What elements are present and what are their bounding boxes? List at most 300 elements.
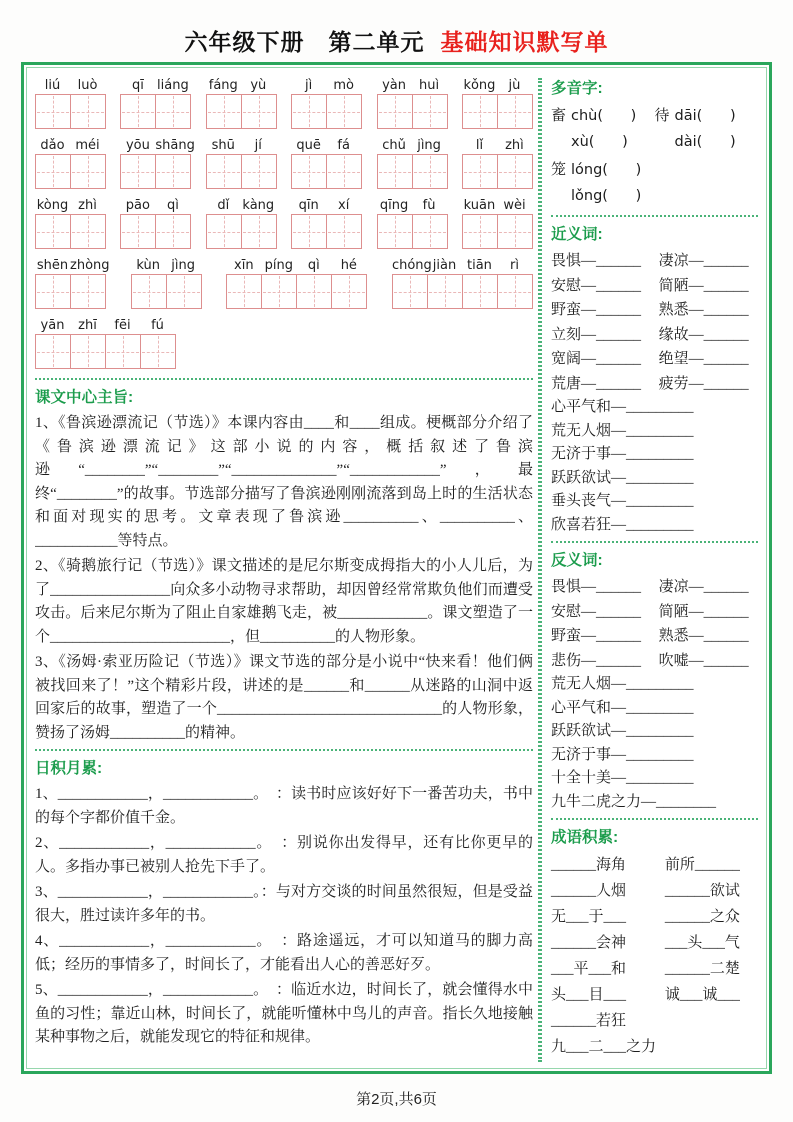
worksheet-frame: [21, 62, 772, 1074]
antonym-blank: 吹嘘—______: [658, 652, 749, 669]
polyphone-readings: [571, 103, 636, 155]
antonym-pair-row: [551, 649, 758, 674]
section-divider: [551, 215, 758, 217]
tianzige-cell: [156, 154, 191, 189]
tianzige-cell: [262, 274, 297, 309]
writing-grid: [462, 154, 533, 189]
writing-grid: [226, 274, 367, 309]
idiom-blank: 无___于___: [551, 909, 627, 925]
tianzige-cell: [297, 274, 332, 309]
tianzige-cell: [141, 334, 176, 369]
polyphone-group: [551, 103, 655, 155]
tianzige-cell: [377, 154, 413, 189]
section-idioms: [551, 827, 758, 1060]
section-header-antonyms: 反义词:: [551, 552, 603, 569]
word-item: [120, 78, 191, 129]
tianzige-cell: [156, 94, 191, 129]
word-item: [206, 198, 277, 249]
pinyin-labels: [377, 78, 448, 93]
writing-grid: [392, 274, 533, 309]
pinyin-syllable: píng: [264, 258, 293, 273]
pinyin-syllable: qì: [307, 258, 320, 273]
section-divider: [551, 818, 758, 820]
antonym-blank: 无济于事—_________: [551, 746, 694, 763]
pinyin-syllable: quē: [296, 138, 321, 153]
writing-grid: [35, 334, 176, 369]
pinyin-syllable: yōu: [125, 138, 150, 153]
tianzige-cell: [413, 154, 448, 189]
section-antonyms: [551, 550, 758, 814]
idiom-blank: 头___目___: [551, 987, 627, 1003]
synonym-blank: 畏惧—______: [551, 253, 642, 269]
pinyin-syllable: liáng: [157, 78, 189, 93]
writing-grid: [35, 94, 106, 129]
writing-grid: [377, 94, 448, 129]
synonym-blank: 简陋—______: [658, 277, 749, 294]
pinyin-syllable: rì: [509, 258, 519, 273]
section-header-synonyms: 近义词:: [551, 226, 603, 243]
antonym-blank: 荒无人烟—_________: [551, 676, 694, 692]
word-item: [120, 138, 195, 189]
polyphone-group: [655, 103, 759, 155]
tianzige-cell: [106, 334, 141, 369]
synonym-long-items: [551, 396, 758, 537]
pinyin-syllable: méi: [75, 138, 100, 153]
pinyin-syllable: chǔ: [382, 138, 406, 153]
antonym-pair-row: [551, 575, 758, 600]
antonym-blank: 十全十美—_________: [551, 770, 694, 786]
section-divider: [551, 541, 758, 543]
pinyin-syllable: yàn: [382, 78, 407, 93]
synonym-pair-row: [551, 249, 758, 274]
word-item: [462, 78, 533, 129]
pinyin-labels: [206, 138, 277, 153]
writing-grid: [35, 154, 106, 189]
idiom-blank: ______海角: [551, 857, 627, 873]
footer-page-number: 第2页,共6页: [356, 1091, 437, 1108]
pinyin-syllable: qīng: [379, 198, 409, 213]
polyphone-readings: [675, 103, 736, 155]
polyphone-reading-blank: lǒng( ): [571, 188, 642, 204]
tianzige-cell: [35, 334, 71, 369]
pinyin-labels: [377, 198, 448, 213]
pinyin-labels: [206, 78, 277, 93]
pinyin-syllable: fú: [151, 318, 164, 333]
pinyin-labels: [462, 78, 533, 93]
antonym-blank: 跃跃欲试—_________: [551, 723, 694, 739]
writing-grid: [291, 214, 362, 249]
polyphone-reading-blank: dāi( ): [674, 108, 736, 124]
section-header-main-idea: 课文中心主旨:: [35, 389, 134, 406]
tianzige-cell: [413, 214, 448, 249]
antonym-blank: 九牛二虎之力—________: [551, 793, 717, 810]
main-idea-paragraphs: [35, 412, 533, 745]
pinyin-syllable: kǒng: [463, 78, 496, 93]
synonym-pair-row: [551, 372, 758, 397]
section-header-idioms: 成语积累:: [551, 829, 619, 846]
word-item: [35, 78, 106, 129]
idiom-blank: ______二楚: [664, 961, 740, 977]
pinyin-labels: [291, 198, 362, 213]
antonym-blank: 简陋—______: [658, 603, 749, 620]
writing-grid: [131, 274, 202, 309]
idiom-blank: 诚___诚___: [664, 987, 740, 1003]
pinyin-syllable: qī: [131, 78, 144, 93]
tianzige-cell: [131, 274, 167, 309]
tianzige-cell: [35, 274, 71, 309]
antonym-blank: 安慰—______: [551, 603, 642, 620]
pinyin-syllable: fēi: [114, 318, 131, 333]
pinyin-syllable: qīn: [298, 198, 319, 213]
pinyin-syllable: jí: [254, 138, 262, 153]
antonym-blank: 畏惧—______: [551, 579, 642, 595]
tianzige-cell: [327, 154, 362, 189]
tianzige-cell: [120, 154, 156, 189]
section-divider: [35, 749, 533, 751]
synonym-blank: 绝望—______: [658, 351, 749, 367]
pinyin-syllable: zhì: [78, 198, 97, 213]
tianzige-cell: [242, 154, 277, 189]
pinyin-syllable: jìng: [171, 258, 196, 273]
pinyin-syllable: kuān: [463, 198, 496, 213]
idiom-blank: [665, 1034, 758, 1060]
pinyin-labels: [226, 258, 367, 273]
tianzige-cell: [377, 214, 413, 249]
pinyin-syllable: huì: [419, 78, 440, 93]
pinyin-syllable: zhī: [78, 318, 97, 333]
polyphone-reading-blank: xù( ): [571, 134, 628, 150]
pinyin-labels: [120, 78, 191, 93]
word-item: [377, 198, 448, 249]
tianzige-cell: [291, 154, 327, 189]
idiom-blank: 前所______: [664, 857, 740, 873]
synonym-pair-row: [551, 323, 758, 348]
worksheet-frame-inner: [26, 67, 767, 1069]
polyphone-reading-blank: chù( ): [571, 108, 637, 124]
polyphone-group: [551, 157, 655, 209]
pinyin-syllable: qì: [166, 198, 179, 213]
pinyin-syllable: zhòng: [70, 258, 110, 273]
section-divider: [35, 378, 533, 380]
pinyin-syllable: shāng: [155, 138, 195, 153]
section-header-daily-accumulation: 日积月累:: [35, 760, 103, 777]
tianzige-cell: [206, 214, 242, 249]
section-header-polyphones: 多音字:: [551, 80, 603, 97]
word-item: [206, 138, 277, 189]
idiom-blank: 九___二___之力: [551, 1039, 657, 1055]
pinyin-row: [35, 138, 533, 189]
tianzige-cell: [35, 94, 71, 129]
synonym-blank: 立刻—______: [551, 326, 642, 343]
synonym-blank: 荒无人烟—_________: [551, 422, 694, 439]
tianzige-cell: [242, 214, 277, 249]
writing-grid: [206, 94, 277, 129]
synonym-blank: 荒唐—______: [551, 375, 642, 392]
antonym-blank: 野蛮—______: [551, 628, 642, 644]
tianzige-cell: [242, 94, 277, 129]
word-item: [35, 198, 106, 249]
pinyin-labels: [35, 78, 106, 93]
pinyin-syllable: dǐ: [217, 198, 230, 213]
antonym-pair-row: [551, 600, 758, 625]
synonym-pairs: [551, 249, 758, 396]
writing-grid: [35, 214, 106, 249]
idiom-row: [551, 930, 758, 956]
tianzige-cell: [226, 274, 262, 309]
daily-accumulation-items: [35, 783, 533, 1050]
polyphone-reading-blank: lóng( ): [571, 162, 642, 178]
pinyin-syllable: xí: [338, 198, 350, 213]
fill-in-item: 3、____________，____________。：与对方交谈的时间虽然很短，但是受益很大，胜过读许多年的书。: [35, 884, 533, 924]
pinyin-syllable: tiān: [467, 258, 492, 273]
tianzige-cell: [291, 94, 327, 129]
pinyin-syllable: zhì: [505, 138, 524, 153]
pinyin-syllable: jìng: [417, 138, 441, 153]
tianzige-cell: [327, 214, 362, 249]
tianzige-cell: [428, 274, 463, 309]
pinyin-word-grid: [35, 78, 533, 369]
tianzige-cell: [71, 274, 106, 309]
tianzige-cell: [167, 274, 202, 309]
section-main-idea: [35, 387, 533, 745]
writing-grid: [291, 154, 362, 189]
synonym-blank: 安慰—______: [551, 277, 642, 294]
idiom-row: [551, 852, 758, 878]
idiom-row: [551, 904, 758, 930]
idiom-blank: ______会神: [551, 935, 627, 951]
left-column: [35, 78, 540, 1062]
writing-grid: [206, 214, 277, 249]
writing-grid: [291, 94, 362, 129]
idiom-row: [551, 1008, 758, 1034]
synonym-blank: 缘故—______: [658, 326, 749, 343]
tianzige-cell: [498, 214, 533, 249]
pinyin-syllable: yù: [250, 78, 267, 93]
pinyin-row: [35, 198, 533, 249]
fill-in-paragraph: 1、《鲁滨逊漂流记（节选）》本课内容由____和____组成。梗概部分介绍了《鲁滨逊漂流记》这部小说的内容，概括叙述了鲁滨逊“________”“________”“______________”“____________”，最终“________”的故事。节选部分描写了鲁滨逊刚刚流落到岛上时的生活状态和面对现实的思考。文章表现了鲁滨逊__________、__________、___________等特点。: [35, 415, 533, 549]
antonym-long-items: [551, 673, 758, 814]
pinyin-labels: [291, 78, 362, 93]
pinyin-syllable: wèi: [503, 198, 526, 213]
pinyin-syllable: kòng: [36, 198, 69, 213]
pinyin-syllable: chóng: [391, 258, 432, 273]
synonym-blank: 疲劳—______: [658, 375, 749, 392]
section-daily-accumulation: [35, 758, 533, 1050]
word-item: [206, 78, 277, 129]
tianzige-cell: [156, 214, 191, 249]
unit-title-text: 六年级下册 第二单元: [184, 29, 425, 55]
section-polyphones: [551, 78, 758, 211]
tianzige-cell: [120, 214, 156, 249]
writing-grid: [120, 94, 191, 129]
pinyin-syllable: luò: [77, 78, 98, 93]
pinyin-syllable: pāo: [125, 198, 150, 213]
idiom-blank: ______人烟: [551, 883, 627, 899]
writing-grid: [377, 214, 448, 249]
writing-grid: [462, 94, 533, 129]
synonym-blank: 欣喜若狂—_________: [551, 516, 694, 533]
pinyin-labels: [206, 198, 277, 213]
pinyin-labels: [131, 258, 202, 273]
idiom-blank: ___头___气: [664, 935, 740, 951]
tianzige-cell: [206, 154, 242, 189]
synonym-blank: 凄凉—______: [658, 253, 749, 269]
pinyin-labels: [35, 198, 106, 213]
pinyin-labels: [377, 138, 448, 153]
word-item: [291, 138, 362, 189]
polyphone-character: 笼: [551, 162, 567, 178]
tianzige-cell: [291, 214, 327, 249]
idiom-blank: [665, 1008, 758, 1034]
page-title: [0, 0, 793, 57]
tianzige-cell: [392, 274, 428, 309]
right-column: [540, 78, 761, 1062]
synonym-pair-row: [551, 274, 758, 299]
polyphone-readings: [571, 157, 641, 209]
pinyin-labels: [120, 138, 195, 153]
word-item: [291, 78, 362, 129]
pinyin-syllable: xīn: [234, 258, 254, 273]
word-item: [226, 258, 367, 309]
pinyin-syllable: dǎo: [40, 138, 65, 153]
pinyin-labels: [392, 258, 533, 273]
pinyin-syllable: yān: [40, 318, 65, 333]
word-item: [291, 198, 362, 249]
word-item: [35, 138, 106, 189]
synonym-pair-row: [551, 347, 758, 372]
tianzige-cell: [327, 94, 362, 129]
word-item: [392, 258, 533, 309]
word-item: [462, 198, 533, 249]
polyphone-character: 畜: [551, 108, 567, 124]
pinyin-syllable: fá: [337, 138, 350, 153]
synonym-blank: 垂头丧气—_________: [551, 493, 694, 509]
section-synonyms: [551, 224, 758, 537]
writing-grid: [206, 154, 277, 189]
pinyin-syllable: hé: [340, 258, 357, 273]
tianzige-cell: [332, 274, 367, 309]
pinyin-syllable: jì: [305, 78, 313, 93]
fill-in-item: 5、____________，____________。 ：临近水边，时间长了，就会懂得水中鱼的习性；靠近山林，时间长了，就能听懂林中鸟儿的声音。指长久地接触某种事物之后，就能发现它的特征和规律。: [35, 982, 533, 1045]
tianzige-cell: [71, 214, 106, 249]
pinyin-syllable: jù: [508, 78, 521, 93]
idiom-blank: ______若狂: [551, 1013, 627, 1029]
pinyin-labels: [291, 138, 362, 153]
pinyin-labels: [120, 198, 191, 213]
tianzige-cell: [71, 154, 106, 189]
pinyin-labels: [35, 138, 106, 153]
fill-in-item: 2、____________，____________。 ：别说你出发得早，还有比你更早的人。多指办事已被别人抢先下手了。: [35, 835, 533, 875]
pinyin-syllable: jiàn: [432, 258, 457, 273]
antonym-blank: 悲伤—______: [551, 652, 642, 669]
synonym-blank: 跃跃欲试—_________: [551, 469, 694, 486]
pinyin-syllable: fáng: [208, 78, 238, 93]
idiom-row: [551, 956, 758, 982]
word-item: [35, 318, 176, 369]
word-item: [377, 138, 448, 189]
word-item: [131, 258, 202, 309]
antonym-blank: 熟悉—______: [658, 628, 749, 644]
pinyin-syllable: kùn: [136, 258, 160, 273]
tianzige-cell: [462, 154, 498, 189]
pinyin-syllable: shēn: [36, 258, 69, 273]
tianzige-cell: [463, 274, 498, 309]
pinyin-labels: [35, 258, 110, 273]
synonym-pair-row: [551, 298, 758, 323]
antonym-pair-row: [551, 624, 758, 649]
tianzige-cell: [377, 94, 413, 129]
pinyin-syllable: shū: [211, 138, 235, 153]
pinyin-row: [35, 78, 533, 129]
synonym-blank: 宽阔—______: [551, 351, 642, 367]
idiom-blank: ___平___和: [551, 961, 627, 977]
tianzige-cell: [71, 94, 106, 129]
tianzige-cell: [462, 214, 498, 249]
synonym-blank: 熟悉—______: [658, 302, 749, 318]
pinyin-labels: [35, 318, 176, 333]
writing-grid: [35, 274, 106, 309]
idiom-row: [551, 1034, 758, 1060]
idiom-blank: ______之众: [664, 909, 740, 925]
tianzige-cell: [498, 154, 533, 189]
word-item: [377, 78, 448, 129]
synonym-blank: 心平气和—_________: [551, 399, 694, 415]
tianzige-cell: [206, 94, 242, 129]
fill-in-item: 1、____________，____________。 ：读书时应该好好下一番苦功夫，书中的每个字都价值千金。: [35, 786, 533, 826]
antonym-blank: 凄凉—______: [658, 579, 749, 595]
writing-grid: [377, 154, 448, 189]
fill-in-paragraph: 3、《汤姆·索亚历险记（节选）》课文节选的部分是小说中“快来看！他们俩被找回来了！”这个精彩片段，讲述的是______和______从迷路的山洞中返回家后的故事，塑造了一个______________________________的人物形象，赞扬了汤姆__________的精神。: [35, 654, 533, 741]
polyphone-groups: [551, 103, 758, 211]
writing-grid: [462, 214, 533, 249]
pinyin-labels: [462, 198, 533, 213]
tianzige-cell: [462, 94, 498, 129]
tianzige-cell: [498, 94, 533, 129]
synonym-blank: 无济于事—_________: [551, 446, 694, 462]
pinyin-syllable: liú: [44, 78, 61, 93]
antonym-pairs: [551, 575, 758, 673]
pinyin-labels: [462, 138, 533, 153]
word-item: [462, 138, 533, 189]
pinyin-syllable: lǐ: [475, 138, 484, 153]
pinyin-syllable: fù: [422, 198, 436, 213]
writing-grid: [120, 214, 191, 249]
idiom-rows: [551, 852, 758, 1060]
tianzige-cell: [120, 94, 156, 129]
tianzige-cell: [35, 154, 71, 189]
polyphone-character: 待: [654, 108, 670, 124]
writing-grid: [120, 154, 191, 189]
tianzige-cell: [71, 334, 106, 369]
fill-in-paragraph: 2、《骑鹅旅行记（节选）》课文描述的是尼尔斯变成拇指大的小人儿后，为了________________向众多小动物寻求帮助，却因曾经常常欺负他们而遭受攻击。后来尼尔斯为了阻止自家雄鹅飞走，被____________。课文塑造了一个________________________，但__________的人物形象。: [35, 558, 533, 645]
word-item: [120, 198, 191, 249]
idiom-row: [551, 878, 758, 904]
pinyin-syllable: mò: [333, 78, 354, 93]
pinyin-syllable: kàng: [242, 198, 275, 213]
pinyin-row: [35, 318, 533, 369]
tianzige-cell: [413, 94, 448, 129]
idiom-blank: ______欲试: [664, 883, 740, 899]
polyphone-reading-blank: dài( ): [674, 134, 736, 150]
idiom-row: [551, 982, 758, 1008]
synonym-blank: 野蛮—______: [551, 302, 642, 318]
pinyin-row: [35, 258, 533, 309]
tianzige-cell: [498, 274, 533, 309]
fill-in-item: 4、____________，____________。 ：路途遥远，才可以知道马的脚力高低；经历的事情多了，时间长了，才能看出人心的善恶好歹。: [35, 933, 533, 973]
word-item: [35, 258, 110, 309]
tianzige-cell: [35, 214, 71, 249]
antonym-blank: 心平气和—_________: [551, 699, 694, 716]
